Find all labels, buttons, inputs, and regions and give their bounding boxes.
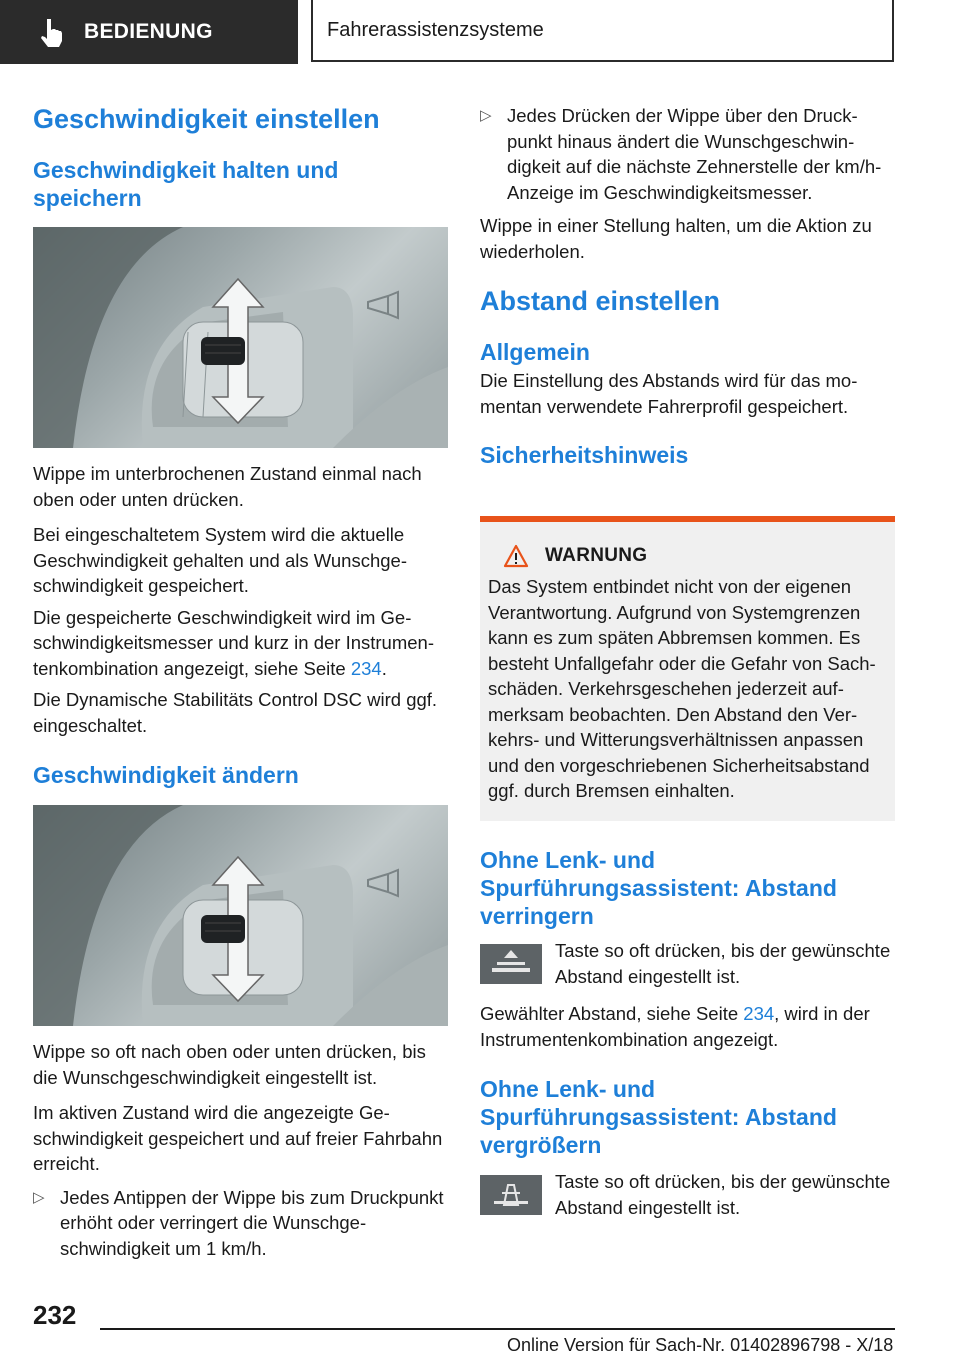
distance-increase-symbol	[480, 1175, 542, 1215]
distance-decrease-button-icon	[480, 944, 542, 984]
paragraph-stored-speed	[33, 605, 448, 682]
warning-box	[480, 516, 895, 821]
section-tab[interactable]	[0, 0, 298, 64]
paragraph-dsc: Die Dynamische Stabilitäts Control DSC wird ggf. eingeschaltet.	[33, 689, 438, 736]
paragraph-stored-speed-text: Die gespeicherte Geschwindigkeit wird im Geschwindigkeitsmesser und kurz in der Instrumentenkombination angezeigt, siehe Seite	[33, 606, 435, 679]
warning-triangle-icon	[503, 544, 529, 568]
paragraph-profile: Die Einstellung des Abstands wird für das momentan verwendete Fahrerprofil gespeichert.	[480, 370, 858, 417]
distance-decrease-symbol	[480, 944, 542, 984]
page-number: 232	[33, 1300, 77, 1330]
chapter-title: Fahrerassistenzsysteme	[327, 18, 544, 41]
paragraph-selected-distance-end: , wird in der Instrumentenkombination angezeigt.	[480, 1003, 870, 1050]
paragraph-selected-distance	[480, 1001, 895, 1052]
steering-wheel-illustration-2	[33, 805, 448, 1026]
steering-wheel-rocker-image-1	[33, 227, 448, 448]
bullet-triangle-icon-2: ▷	[480, 107, 492, 124]
increase-key-text: Taste so oft drücken, bis der gewünschte Abstand eingestellt ist.	[555, 1171, 891, 1218]
paragraph-active-state: Im aktiven Zustand wird die angezeigte Geschwindigkeit gespeichert und auf freier Fahrbahn erreicht.	[33, 1102, 443, 1174]
paragraph-rocker-once: Wippe im unterbrochenen Zustand einmal nach oben oder unten drücken.	[33, 463, 422, 510]
warning-header	[503, 544, 887, 568]
right-column-lower	[480, 846, 895, 1220]
right-column	[480, 100, 895, 469]
paragraph-selected-distance-text: Gewählter Abstand, siehe Seite	[480, 1003, 744, 1024]
heading-change-speed: Geschwindigkeit ändern	[33, 762, 299, 788]
paragraph-hold-rocker: Wippe in einer Stellung halten, um die Aktion zu wiederholen.	[480, 215, 872, 262]
decrease-key-text: Taste so oft drücken, bis der gewünschte Abstand eingestellt ist.	[555, 940, 891, 987]
footer-divider	[100, 1328, 895, 1330]
paragraph-press-rocker: Wippe so oft nach oben oder unten drücken, bis die Wunschgeschwindigkeit eingestellt ist.	[33, 1041, 426, 1088]
distance-increase-button-icon	[480, 1175, 542, 1215]
increase-key-row	[480, 1169, 895, 1220]
bullet-text-tap: Jedes Antippen der Wippe bis zum Druckpunkt erhöht oder verringert die Wunschgeschwindigkeit um 1 km/h.	[60, 1186, 444, 1259]
warning-text: Das System entbindet nicht von der eigenen Verantwortung. Aufgrund von Systemgrenzen kann es zum späten Abbremsen kommen. Es besteht Unfallgefahr oder die Gefahr von Sachschäden. Verkehrsgeschehen jederzeit aufmerksam beobachten. Den Abstand den Verkehrs- und Witterungsverhältnissen anpassen und den vorgeschriebenen Sicherheitsabstand ggf. durch Bremsen einhalten.	[488, 576, 876, 801]
section-label: BEDIENUNG	[84, 20, 213, 43]
steering-wheel-rocker-image-2	[33, 805, 448, 1026]
bullet-text-press: Jedes Drücken der Wippe über den Druckpunkt hinaus ändert die Wunschgeschwindigkeit auf die nächste Zehnerstelle der km/h-Anzeige im Geschwindigkeitsmesser.	[507, 105, 882, 203]
decrease-key-row	[480, 938, 895, 989]
paragraph-stored-speed-end: .	[381, 657, 387, 679]
heading-decrease-distance: Ohne Lenk- und Spurführungsassistent: Abstand verringern	[480, 847, 837, 929]
heading-set-speed: Geschwindigkeit einstellen	[33, 104, 380, 134]
page-link-234[interactable]: 234	[350, 657, 382, 679]
chapter-header	[311, 0, 894, 62]
left-column	[33, 100, 448, 1261]
hand-pointer-icon	[38, 17, 64, 47]
online-version-note: Online Version für Sach-Nr. 01402896798 - X/18	[507, 1335, 894, 1355]
heading-hold-store: Geschwindigkeit halten und speichern	[33, 157, 339, 211]
bullet-item-tap	[33, 1185, 448, 1262]
bullet-item-press	[480, 103, 895, 205]
heading-safety-note: Sicherheitshinweis	[480, 442, 689, 468]
heading-increase-distance: Ohne Lenk- und Spurführungsassistent: Abstand vergrößern	[480, 1076, 837, 1158]
page-link-234-b[interactable]: 234	[743, 1003, 775, 1024]
heading-set-distance: Abstand einstellen	[480, 286, 721, 316]
steering-wheel-illustration	[33, 227, 448, 448]
bullet-triangle-icon: ▷	[33, 1188, 45, 1206]
paragraph-current-speed: Bei eingeschaltetem System wird die aktuelle Geschwindigkeit gehalten und als Wunschgeschwindigkeit gespeichert.	[33, 524, 408, 596]
warning-title: WARNUNG	[545, 545, 648, 566]
heading-general: Allgemein	[480, 339, 590, 365]
